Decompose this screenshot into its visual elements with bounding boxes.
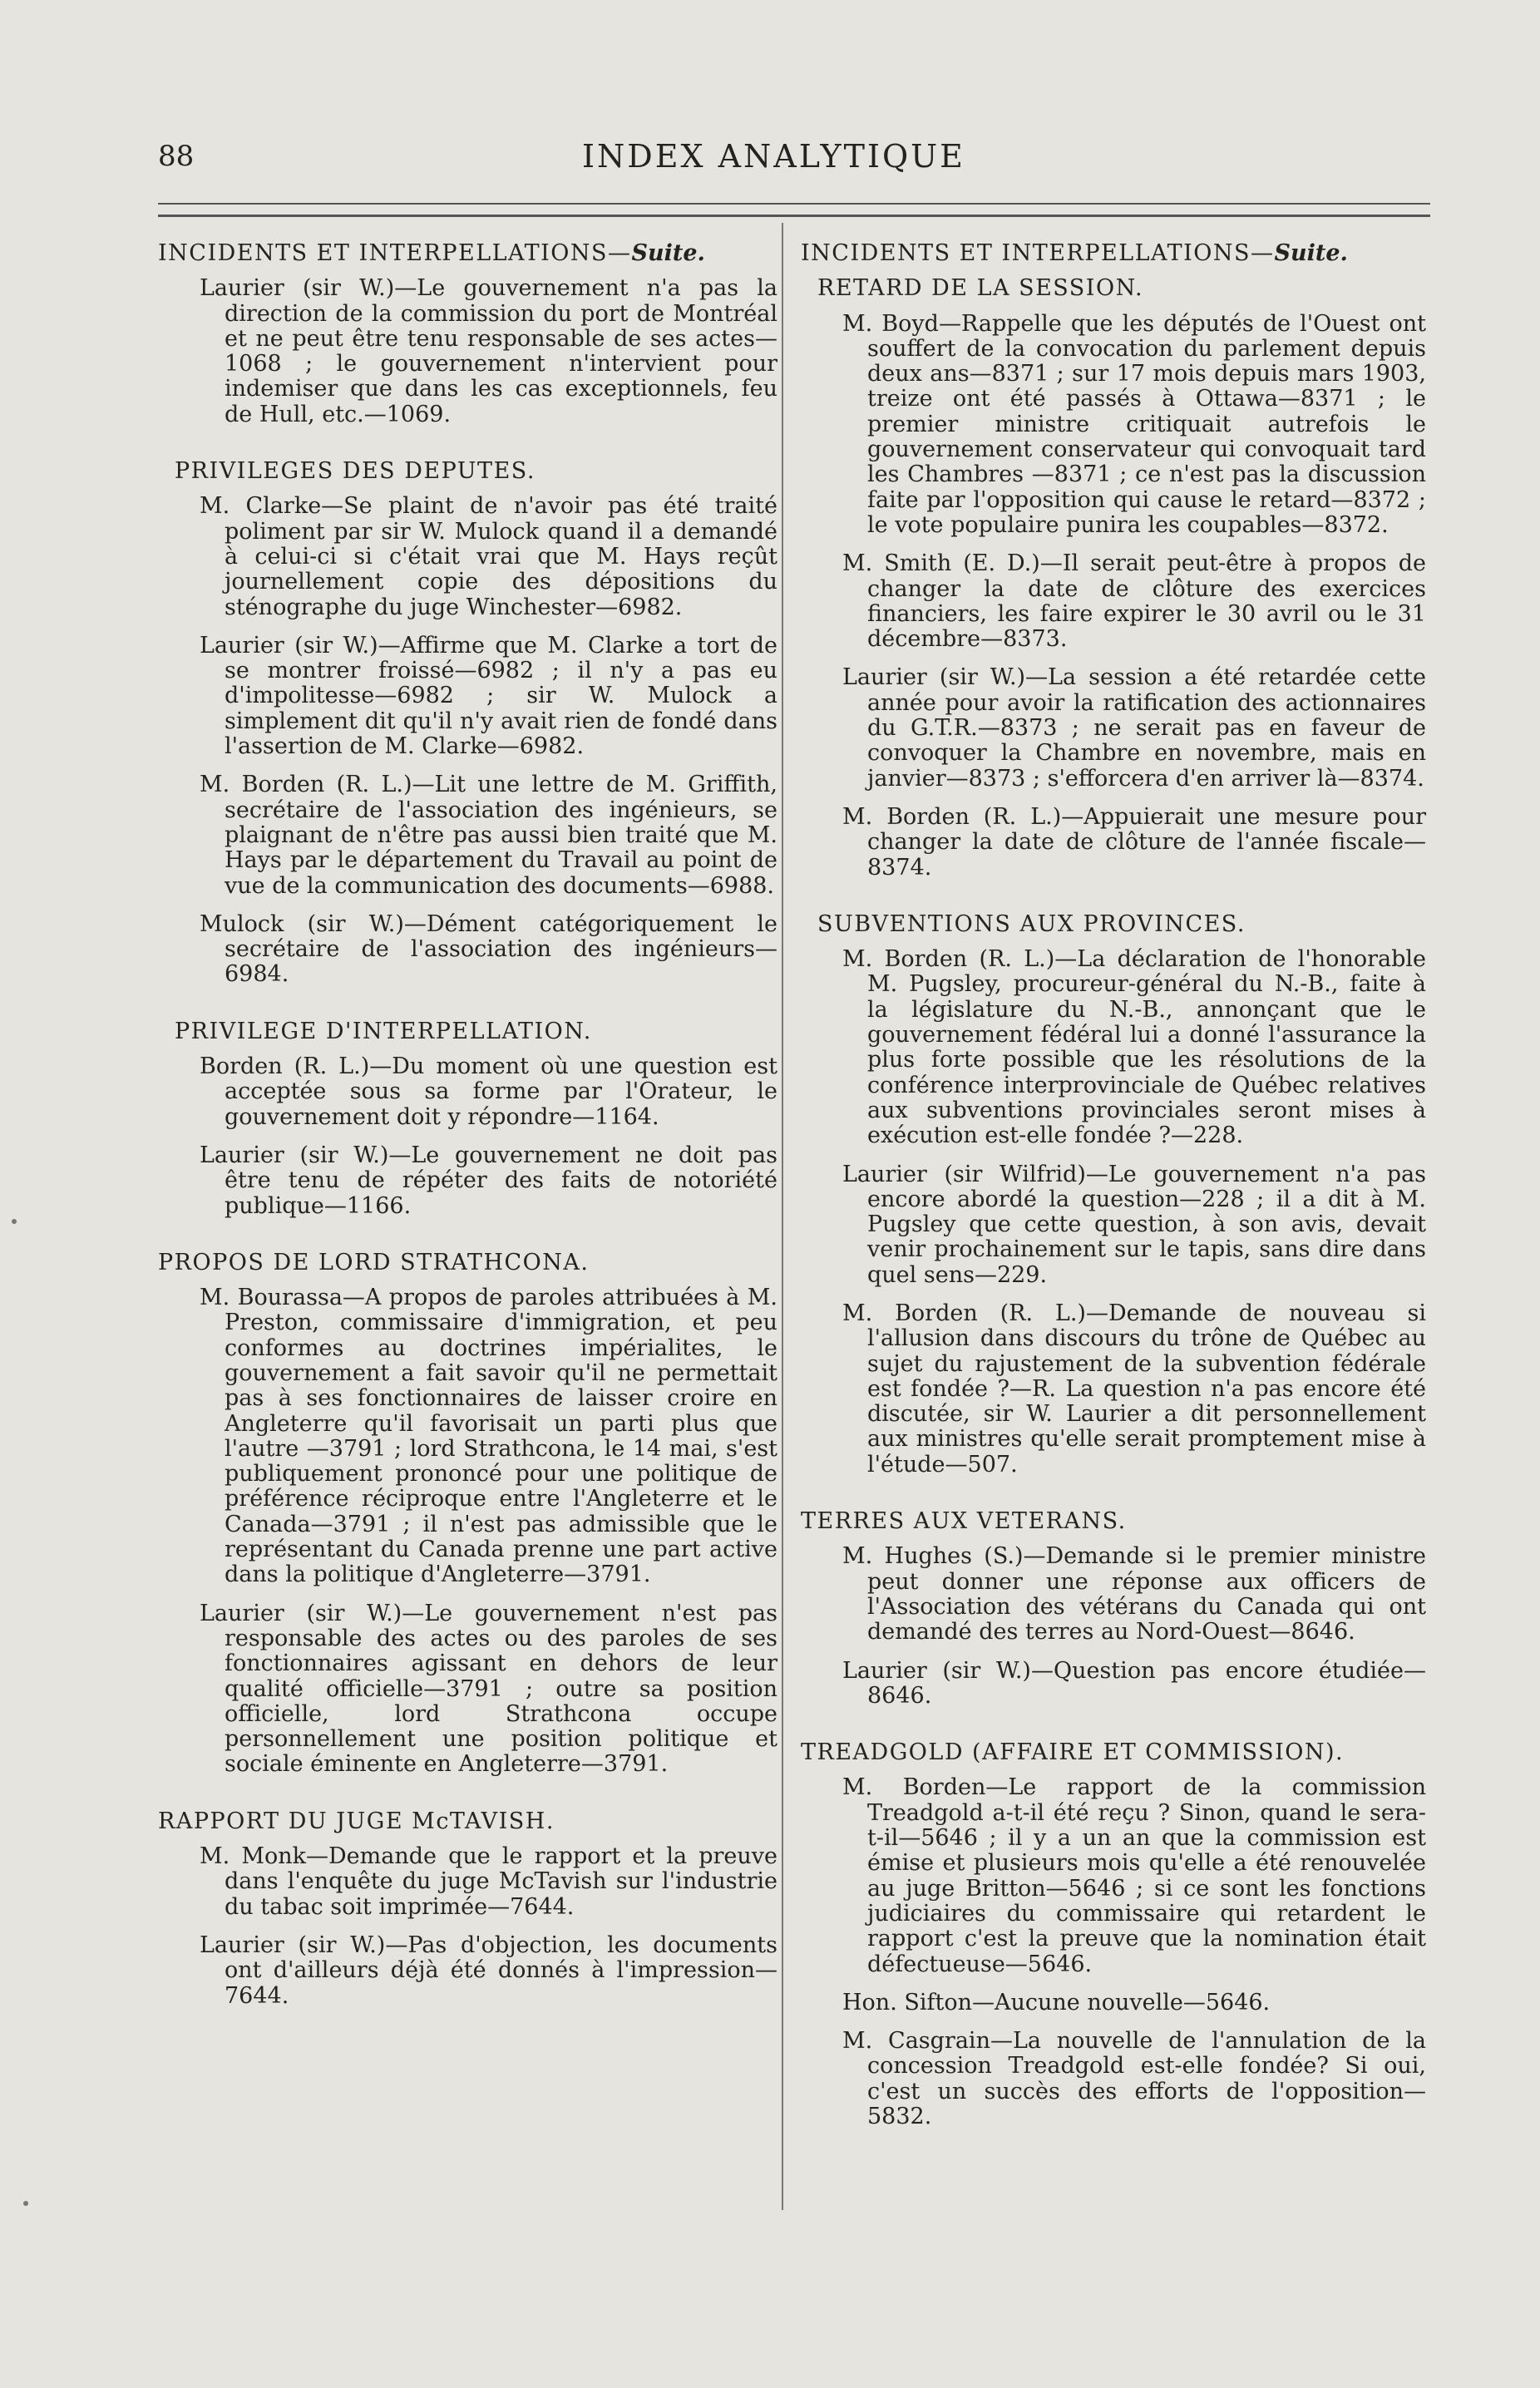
section-heading: PRIVILEGE D'INTERPELLATION.	[175, 1018, 592, 1044]
index-entry: M. Smith (E. D.)—Il serait peut-être à propos de changer la date de clôture des exercices financiers, les faire expirer le 30 avril ou le 31 décembre—8373.	[842, 550, 1426, 653]
index-entry: M. Borden (R. L.)—Lit une lettre de M. Griffith, secrétaire de l'association des ingénieurs, se plaignant de n'être pas aussi bien traité que M. Hays par le département du Travail au point de vue de la communication des documents—6988.	[200, 772, 777, 899]
index-section	[801, 1740, 1426, 2129]
index-entry: M. Clarke—Se plaint de n'avoir pas été traité poliment par sir W. Mulock quand il a demandé à celui-ci si c'était vrai que M. Hays reçût journellement copie des dépositions du sténographe du juge Winchester—6982.	[200, 493, 777, 620]
index-entry: Laurier (sir W.)—Affirme que M. Clarke a tort de se montrer froissé—6982 ; il n'y a pas eu d'impolitesse—6982 ; sir W. Mulock a simplement dit qu'il n'y avait rien de fondé dans l'assertion de M. Clarke—6982.	[200, 632, 777, 760]
index-entry: M. Monk—Demande que le rapport et la preuve dans l'enquête du juge McTavish sur l'industrie du tabac soit imprimée—7644.	[200, 1843, 777, 1920]
index-section	[801, 241, 1426, 266]
section-heading: PRIVILEGES DES DEPUTES.	[175, 458, 536, 485]
section-heading: TREADGOLD (AFFAIRE ET COMMISSION).	[801, 1739, 1345, 1766]
index-entry: M. Casgrain—La nouvelle de l'annulation de la concession Treadgold est-elle fondée? Si oui, c'est un succès des efforts de l'opposition—5832.	[842, 2028, 1426, 2129]
index-entry: M. Bourassa—A propos de paroles attribuées à M. Preston, commissaire d'immigration, et peu conformes au doctrines impérialites, le gouvernement a fait savoir qu'il ne permettait pas à ses fonctionnaires de laisser croire en Angleterre qu'il favorisait un parti plus que l'autre —3791 ; lord Strathcona, le 14 mai, s'est publiquement prononcé pour une politique de préférence réciproque entre l'Angleterre et le Canada—3791 ; il n'est pas admissible que le représentant du Canada prenne une part active dans la politique d'Angleterre—3791.	[200, 1285, 777, 1588]
header-rule	[158, 203, 1430, 205]
right-column	[801, 241, 1426, 2161]
index-entry: Laurier (sir W.)—Le gouvernement n'est pas responsable des actes ou des paroles de ses fonctionnaires agissant en dehors de leur qualité officielle—3791 ; outre sa position officielle, lord Strathcona occupe personnellement une position politique et sociale éminente en Angleterre—3791.	[200, 1600, 777, 1778]
index-entry: Borden (R. L.)—Du moment où une question est acceptée sous sa forme par l'Orateur, le gouvernement doit y répondre—1164.	[200, 1053, 777, 1130]
index-entry: Laurier (sir W.)—La session a été retardée cette année pour avoir la ratification des actionnaires du G.T.R.—8373 ; ne serait pas en faveur de convoquer la Chambre en novembre, mais en janvier—8373 ; s'efforcera d'en arriver là—8374.	[842, 664, 1426, 792]
index-section	[801, 276, 1426, 881]
stray-dot	[23, 2201, 28, 2206]
header-rule-double	[158, 215, 1430, 217]
index-entry: Laurier (sir Wilfrid)—Le gouvernement n'a pas encore abordé la question—228 ; il a dit à M. Pugsley que cette question, à son avis, devait venir prochainement sur le tapis, sans dire dans quel sens—229.	[842, 1161, 1426, 1288]
section-heading: PROPOS DE LORD STRATHCONA.	[158, 1249, 590, 1275]
index-section	[158, 1019, 777, 1219]
section-heading: INCIDENTS ET INTERPELLATIONS—Suite.	[158, 240, 705, 266]
left-column	[158, 241, 777, 2040]
index-section	[801, 912, 1426, 1478]
index-section	[158, 241, 777, 427]
page-number: 88	[158, 140, 195, 173]
index-entry: M. Boyd—Rappelle que les députés de l'Ouest ont souffert de la convocation du parlement depuis deux ans—8371 ; sur 17 mois depuis mars 1903, treize ont été passés à Ottawa—8371 ; le premier ministre critiquait autrefois le gouvernement conservateur qui convoquait tard les Chambres —8371 ; ce n'est pas la discussion faite par l'opposition qui cause le retard—8372 ; le vote populaire punira les coupables—8372.	[842, 310, 1426, 538]
index-entry: Laurier (sir W.)—Question pas encore étudiée—8646.	[842, 1657, 1426, 1709]
index-section	[158, 459, 777, 988]
index-section	[158, 1251, 777, 1778]
section-heading: RAPPORT DU JUGE McTAVISH.	[158, 1808, 555, 1834]
index-entry: M. Hughes (S.)—Demande si le premier ministre peut donner une réponse aux officers de l'Association des vétérans du Canada qui ont demandé des terres au Nord-Ouest—8646.	[842, 1543, 1426, 1645]
index-entry: M. Borden (R. L.)—La déclaration de l'honorable M. Pugsley, procureur-général du N.-B., faite à la législature du N.-B., annonçant que le gouvernement fédéral lui a donné l'assurance la plus forte possible que les résolutions de la conférence interprovinciale de Québec relatives aux subventions provinciales seront mises à exécution est-elle fondée ?—228.	[842, 946, 1426, 1149]
index-entry: Hon. Sifton—Aucune nouvelle—5646.	[842, 1989, 1271, 2015]
index-entry: Laurier (sir W.)—Pas d'objection, les documents ont d'ailleurs déjà été donnés à l'impression—7644.	[200, 1932, 777, 2009]
stray-dot	[12, 1219, 17, 1224]
column-divider	[782, 223, 783, 2210]
running-title: INDEX ANALYTIQUE	[582, 138, 965, 175]
section-heading: TERRES AUX VETERANS.	[801, 1508, 1127, 1535]
section-heading: INCIDENTS ET INTERPELLATIONS—Suite.	[801, 240, 1348, 266]
index-section	[158, 1809, 777, 2009]
section-heading: SUBVENTIONS AUX PROVINCES.	[817, 910, 1246, 937]
index-section	[801, 1509, 1426, 1709]
section-heading: RETARD DE LA SESSION.	[817, 275, 1144, 302]
index-entry: M. Borden (R. L.)—Appuierait une mesure pour changer la date de clôture de l'année fiscale—8374.	[842, 803, 1426, 881]
index-entry: Laurier (sir W.)—Le gouvernement ne doit pas être tenu de répéter des faits de notoriété publique—1166.	[200, 1142, 777, 1219]
index-entry: M. Borden (R. L.)—Demande de nouveau si l'allusion dans discours du trône de Québec au sujet du rajustement de la subvention fédérale est fondée ?—R. La question n'a pas encore été discutée, sir W. Laurier a dit personnellement aux ministres qu'elle serait promptement mise à l'étude—507.	[842, 1300, 1426, 1478]
index-entry: Laurier (sir W.)—Le gouvernement n'a pas la direction de la commission du port de Montréal et ne peut être tenu responsable de ses actes—1068 ; le gouvernement n'intervient pour indemiser que dans les cas exceptionnels, feu de Hull, etc.—1069.	[200, 275, 777, 427]
index-entry: M. Borden—Le rapport de la commission Treadgold a-t-il été reçu ? Sinon, quand le sera-t-il—5646 ; il y a un an que la commission est émise et plusieurs mois qu'elle a été renouvelée au juge Britton—5646 ; si ce sont les fonctions judiciaires du commissaire qui retardent le rapport c'est la preuve que la nomination était défectueuse—5646.	[842, 1774, 1426, 1977]
index-entry: Mulock (sir W.)—Dément catégoriquement le secrétaire de l'association des ingénieurs—6984.	[200, 910, 777, 988]
